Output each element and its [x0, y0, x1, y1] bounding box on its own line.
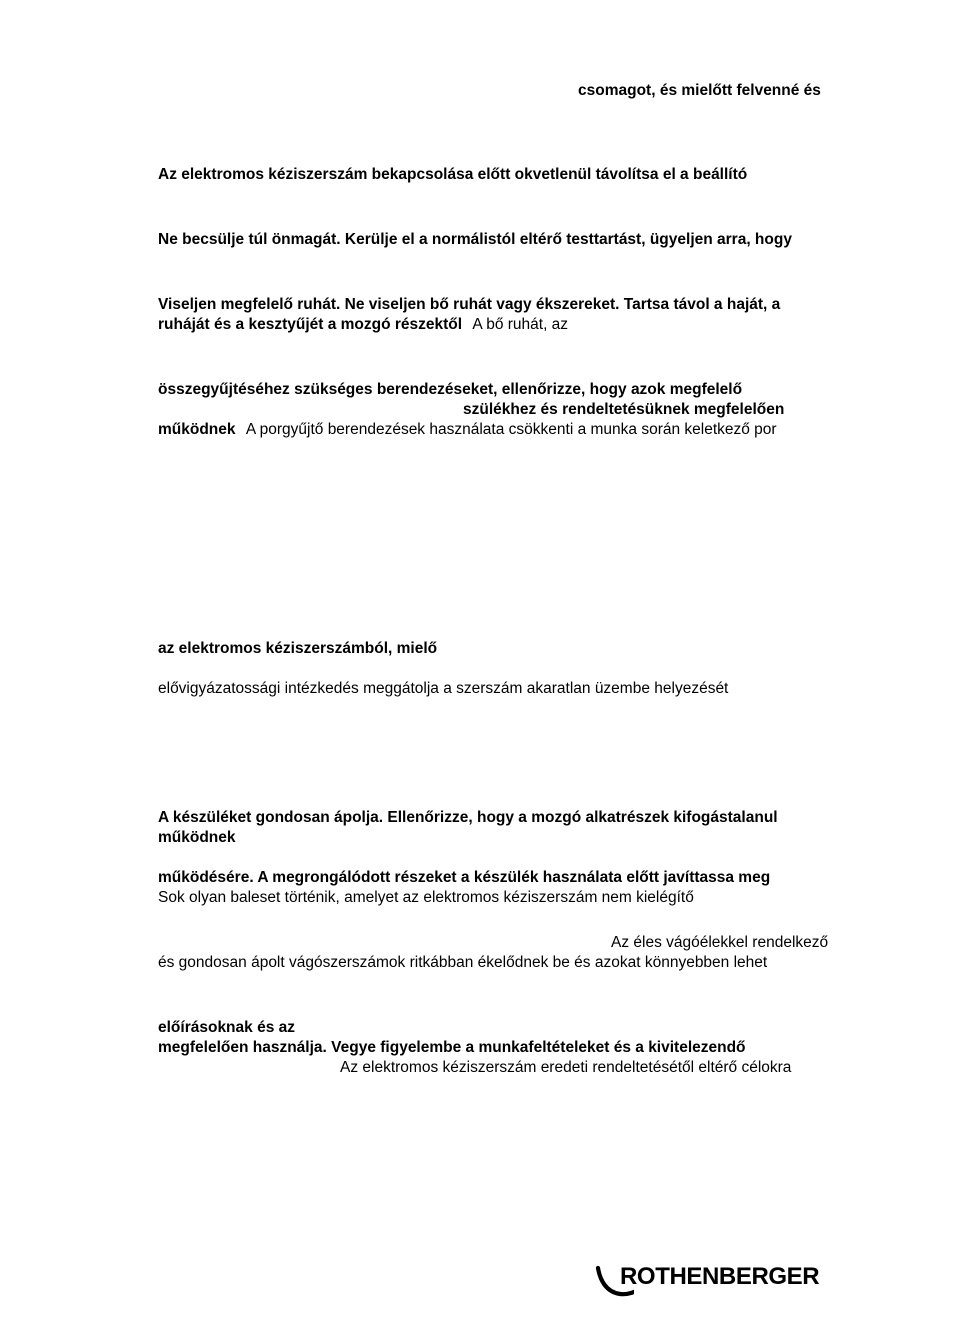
normal-text: elővigyázatossági intézkedés meggátolja a szerszám akaratlan üzembe helyezését	[158, 680, 729, 697]
rothenberger-logo	[594, 1262, 826, 1298]
text-line	[463, 400, 784, 419]
bold-text: Viseljen megfelelő ruhát. Ne viseljen bő ruhát vagy ékszereket. Tartsa távol a haját, a	[158, 296, 781, 313]
bold-text: Ne becsülje túl önmagát. Kerülje el a normálistól eltérő testtartást, ügyeljen arra, hogy	[158, 231, 792, 248]
logo-wordmark: ROTHENBERGER	[620, 1263, 820, 1290]
bold-text: előírásoknak és az	[158, 1019, 295, 1036]
normal-text: A bő ruhát, az	[472, 316, 569, 333]
bold-text: megfelelően használja. Vegye figyelembe a munkafeltételeket és a kivitelezendő	[158, 1039, 746, 1056]
text-line	[158, 315, 568, 334]
text-line	[158, 230, 792, 249]
text-line	[158, 165, 747, 184]
text-line	[611, 933, 828, 952]
bold-text: összegyűjtéséhez szükséges berendezéseket, ellenőrizze, hogy azok megfelelő	[158, 381, 743, 398]
bold-text: A készüléket gondosan ápolja. Ellenőrizze, hogy a mozgó alkatrészek kifogástalanul	[158, 809, 778, 826]
bold-text: működnek	[158, 421, 236, 438]
text-line	[158, 828, 236, 847]
normal-text: Az elektromos kéziszerszám eredeti rendeltetésétől eltérő célokra	[340, 1059, 792, 1076]
normal-text: Sok olyan baleset történik, amelyet az elektromos kéziszerszám nem kielégítő	[158, 889, 694, 906]
bold-text: csomagot, és mielőtt felvenné és	[578, 82, 821, 99]
text-line	[340, 1058, 791, 1077]
bold-text: Az elektromos kéziszerszám bekapcsolása előtt okvetlenül távolítsa el a beállító	[158, 166, 748, 183]
bold-text: az elektromos kéziszerszámból, mielő	[158, 640, 438, 657]
text-line	[158, 1038, 746, 1057]
text-line	[158, 420, 777, 439]
text-line	[158, 888, 694, 907]
text-line	[158, 808, 778, 827]
text-line	[158, 380, 742, 399]
bold-text: ruháját és a kesztyűjét a mozgó részektől	[158, 316, 463, 333]
text-line	[158, 679, 728, 698]
text-line	[158, 953, 767, 972]
bold-text: szülékhez és rendeltetésüknek megfelelően	[463, 401, 785, 418]
bold-text: működnek	[158, 829, 236, 846]
normal-text: A porgyűjtő berendezések használata csökkenti a munka során keletkező por	[245, 421, 777, 438]
text-line	[578, 81, 821, 100]
text-line	[158, 1018, 295, 1037]
normal-text: Az éles vágóélekkel rendelkező	[611, 934, 829, 951]
text-line	[158, 639, 437, 658]
bold-text: működésére. A megrongálódott részeket a készülék használata előtt javíttassa meg	[158, 869, 771, 886]
text-line	[158, 868, 770, 887]
text-line	[158, 295, 780, 314]
normal-text: és gondosan ápolt vágószerszámok ritkábban ékelődnek be és azokat könnyebben lehet	[158, 954, 768, 971]
